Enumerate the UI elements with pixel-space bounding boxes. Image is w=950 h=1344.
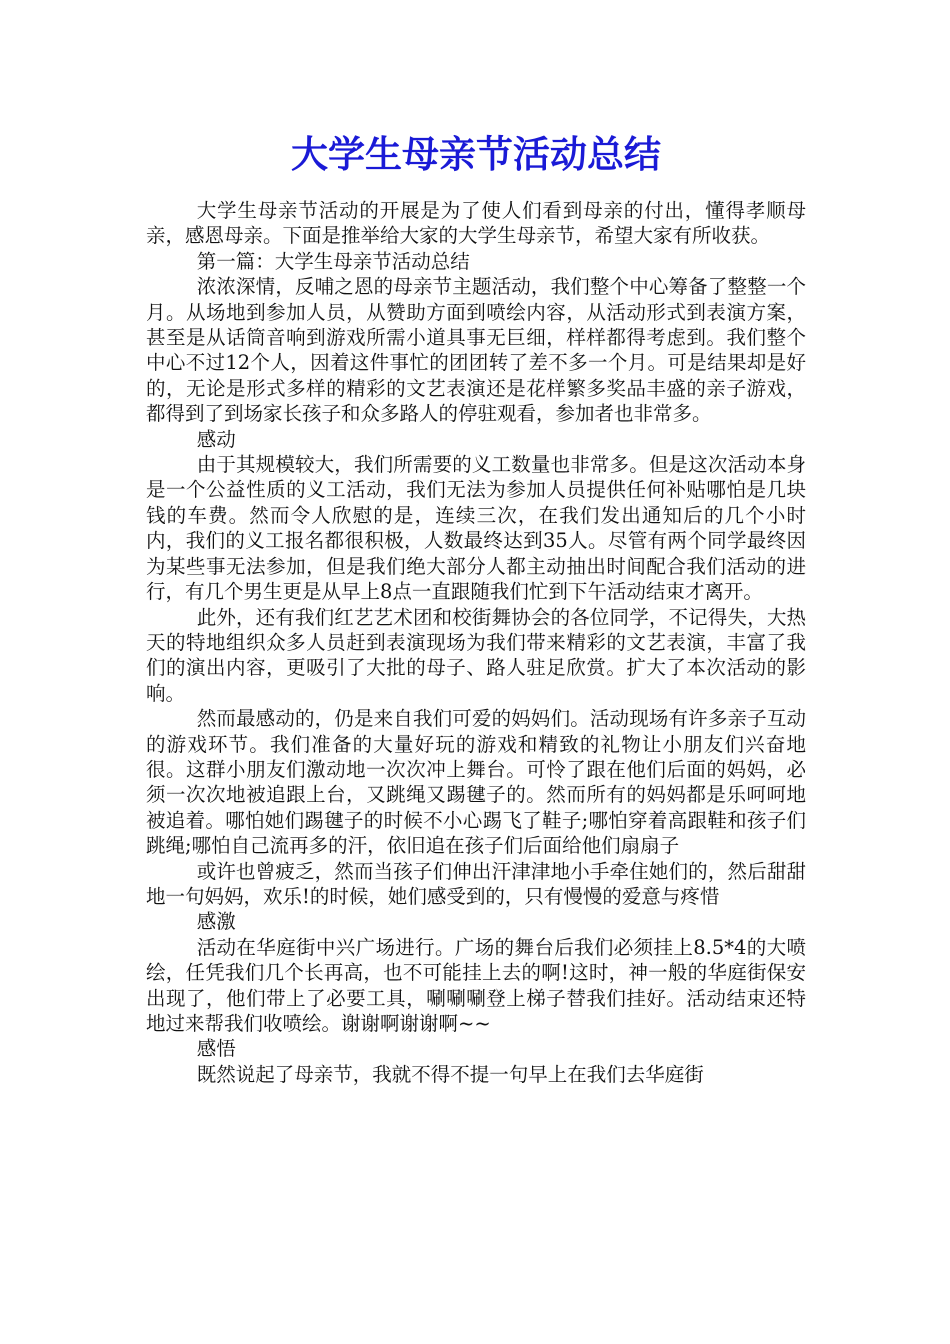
document-page: [146, 0, 806, 1087]
chapter-heading: 第一篇：大学生母亲节活动总结: [196, 249, 470, 273]
body-paragraph: 由于其规模较大，我们所需要的义工数量也非常多。但是这次活动本身是一个公益性质的义工活动，我们无法为参加人员提供任何补贴哪怕是几块钱的车费。然而令人欣慰的是，连续三次，在我们发出通知后的几个小时内，我们的义工报名都很积极，人数最终达到35人。尽管有两个同学最终因为某些事无法参加，但是我们绝大部分人都主动抽出时间配合我们活动的进行，有几个男生更是从早上8点一直跟随我们忙到下午活动结束才离开。: [146, 453, 806, 604]
body-paragraph: 此外，还有我们红艺艺术团和校街舞协会的各位同学，不记得失，大热天的特地组织众多人员赶到表演现场为我们带来精彩的文艺表演，丰富了我们的演出内容，更吸引了大批的母子、路人驻足欣赏。扩大了本次活动的影响。: [146, 605, 806, 705]
body-paragraph: 或许也曾疲乏，然而当孩子们伸出汗津津地小手牵住她们的，然后甜甜地一句妈妈，欢乐!的时候，她们感受到的，只有慢慢的爱意与疼惜: [146, 859, 806, 908]
section-heading-grateful: 感激: [196, 910, 236, 934]
section-heading-moved: 感动: [196, 427, 236, 451]
document-title: 大学生母亲节活动总结: [291, 132, 661, 176]
document-body: [146, 198, 806, 1087]
section-heading-insight: 感悟: [196, 1037, 236, 1061]
body-paragraph: 浓浓深情，反哺之恩的母亲节主题活动，我们整个中心筹备了整整一个月。从场地到参加人员，从赞助方面到喷绘内容，从活动形式到表演方案，甚至是从话筒音响到游戏所需小道具事无巨细，样样都得考虑到。我们整个中心不过12个人，因着这件事忙的团团转了差不多一个月。可是结果却是好的，无论是形式多样的精彩的文艺表演还是花样繁多奖品丰盛的亲子游戏，都得到了到场家长孩子和众多路人的停驻观看，参加者也非常多。: [146, 275, 806, 426]
intro-paragraph: 大学生母亲节活动的开展是为了使人们看到母亲的付出，懂得孝顺母亲，感恩母亲。下面是推举给大家的大学生母亲节，希望大家有所收获。: [146, 199, 806, 248]
body-paragraph: 活动在华庭街中兴广场进行。广场的舞台后我们必须挂上8.5*4的大喷绘，任凭我们几个长再高，也不可能挂上去的啊!这时，神一般的华庭街保安出现了，他们带上了必要工具，唰唰唰登上梯子替我们挂好。活动结束还特地过来帮我们收喷绘。谢谢啊谢谢啊~~: [146, 935, 806, 1035]
body-paragraph: 既然说起了母亲节，我就不得不提一句早上在我们去华庭街: [196, 1062, 704, 1086]
body-paragraph: 然而最感动的，仍是来自我们可爱的妈妈们。活动现场有许多亲子互动的游戏环节。我们准备的大量好玩的游戏和精致的礼物让小朋友们兴奋地很。这群小朋友们激动地一次次冲上舞台。可怜了跟在他们后面的妈妈，必须一次次地被追跟上台，又跳绳又踢毽子的。然而所有的妈妈都是乐呵呵地被追着。哪怕她们踢毽子的时候不小心踢飞了鞋子;哪怕穿着高跟鞋和孩子们跳绳;哪怕自己流再多的汗，依旧追在孩子们后面给他们扇扇子: [146, 707, 806, 858]
